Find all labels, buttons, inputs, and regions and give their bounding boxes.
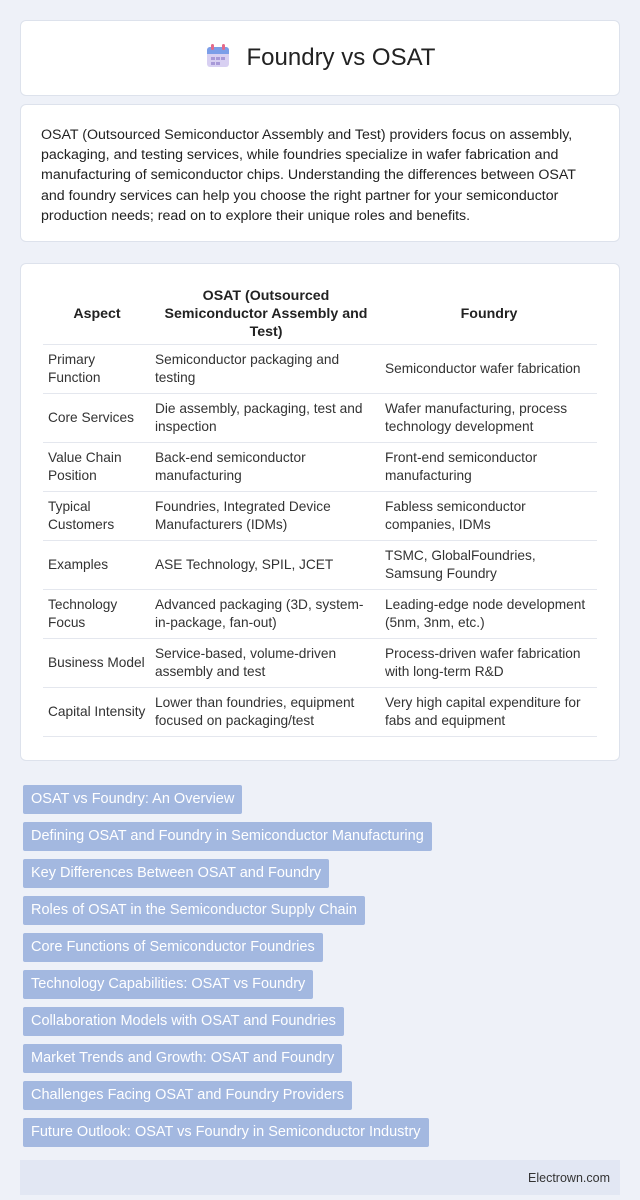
table-cell: Value Chain Position (43, 443, 151, 492)
table-row (43, 541, 597, 590)
footer-site-name[interactable]: Electrown.com (528, 1170, 610, 1185)
topic-link[interactable]: Future Outlook: OSAT vs Foundry in Semiconductor Industry (23, 1118, 429, 1147)
table-row (43, 590, 597, 639)
topic-link[interactable]: Defining OSAT and Foundry in Semiconductor Manufacturing (23, 822, 432, 851)
topic-link[interactable]: OSAT vs Foundry: An Overview (23, 785, 242, 814)
table-cell: Fabless semiconductor companies, IDMs (381, 492, 597, 541)
column-header-aspect: Aspect (73, 306, 121, 322)
table-header-row (43, 284, 597, 345)
header-card (20, 20, 620, 96)
table-cell: Business Model (43, 639, 151, 688)
comparison-table-card (20, 263, 620, 761)
topic-link[interactable]: Core Functions of Semiconductor Foundries (23, 933, 323, 962)
table-cell: Process-driven wafer fabrication with long-term R&D (381, 639, 597, 688)
topic-link[interactable]: Market Trends and Growth: OSAT and Foundry (23, 1044, 342, 1073)
intro-text: OSAT (Outsourced Semiconductor Assembly and Test) providers focus on assembly, packaging, and testing services, while foundries specialize in wafer fabrication and manufacturing of semiconductor chips. Understanding the differences between OSAT and foundry services can help you choose the right partner for your semiconductor production needs; read on to explore their unique roles and benefits. (41, 127, 576, 224)
table-row (43, 394, 597, 443)
table-cell: Typical Customers (43, 492, 151, 541)
table-cell: Foundries, Integrated Device Manufacturers (IDMs) (151, 492, 381, 541)
table-cell: Lower than foundries, equipment focused on packaging/test (151, 688, 381, 737)
intro-card (20, 104, 620, 242)
table-cell: Back-end semiconductor manufacturing (151, 443, 381, 492)
table-cell: Wafer manufacturing, process technology development (381, 394, 597, 443)
column-header-osat: OSAT (Outsourced Semiconductor Assembly and Test) (164, 288, 368, 340)
comparison-table (43, 284, 597, 737)
footer (20, 1160, 620, 1195)
topic-link[interactable]: Roles of OSAT in the Semiconductor Supply Chain (23, 896, 365, 925)
table-row (43, 345, 597, 394)
topic-link[interactable]: Technology Capabilities: OSAT vs Foundry (23, 970, 313, 999)
page-title: Foundry vs OSAT (246, 44, 436, 71)
table-cell: Examples (43, 541, 151, 590)
table-row (43, 443, 597, 492)
table-row (43, 492, 597, 541)
topic-link[interactable]: Challenges Facing OSAT and Foundry Providers (23, 1081, 352, 1110)
table-cell: Technology Focus (43, 590, 151, 639)
table-cell: Front-end semiconductor manufacturing (381, 443, 597, 492)
table-row (43, 639, 597, 688)
table-cell: Leading-edge node development (5nm, 3nm, etc.) (381, 590, 597, 639)
table-cell: Service-based, volume-driven assembly and test (151, 639, 381, 688)
table-row (43, 688, 597, 737)
table-cell: Core Services (43, 394, 151, 443)
topic-link[interactable]: Key Differences Between OSAT and Foundry (23, 859, 329, 888)
column-header-foundry: Foundry (460, 306, 518, 322)
calendar-icon (205, 43, 231, 74)
table-cell: Very high capital expenditure for fabs and equipment (381, 688, 597, 737)
table-cell: Primary Function (43, 345, 151, 394)
table-cell: ASE Technology, SPIL, JCET (151, 541, 381, 590)
table-cell: Capital Intensity (43, 688, 151, 737)
topic-links (23, 785, 603, 1155)
table-cell: Die assembly, packaging, test and inspection (151, 394, 381, 443)
topic-link[interactable]: Collaboration Models with OSAT and Foundries (23, 1007, 344, 1036)
table-cell: TSMC, GlobalFoundries, Samsung Foundry (381, 541, 597, 590)
table-cell: Semiconductor packaging and testing (151, 345, 381, 394)
table-cell: Advanced packaging (3D, system-in-package, fan-out) (151, 590, 381, 639)
table-cell: Semiconductor wafer fabrication (381, 345, 597, 394)
